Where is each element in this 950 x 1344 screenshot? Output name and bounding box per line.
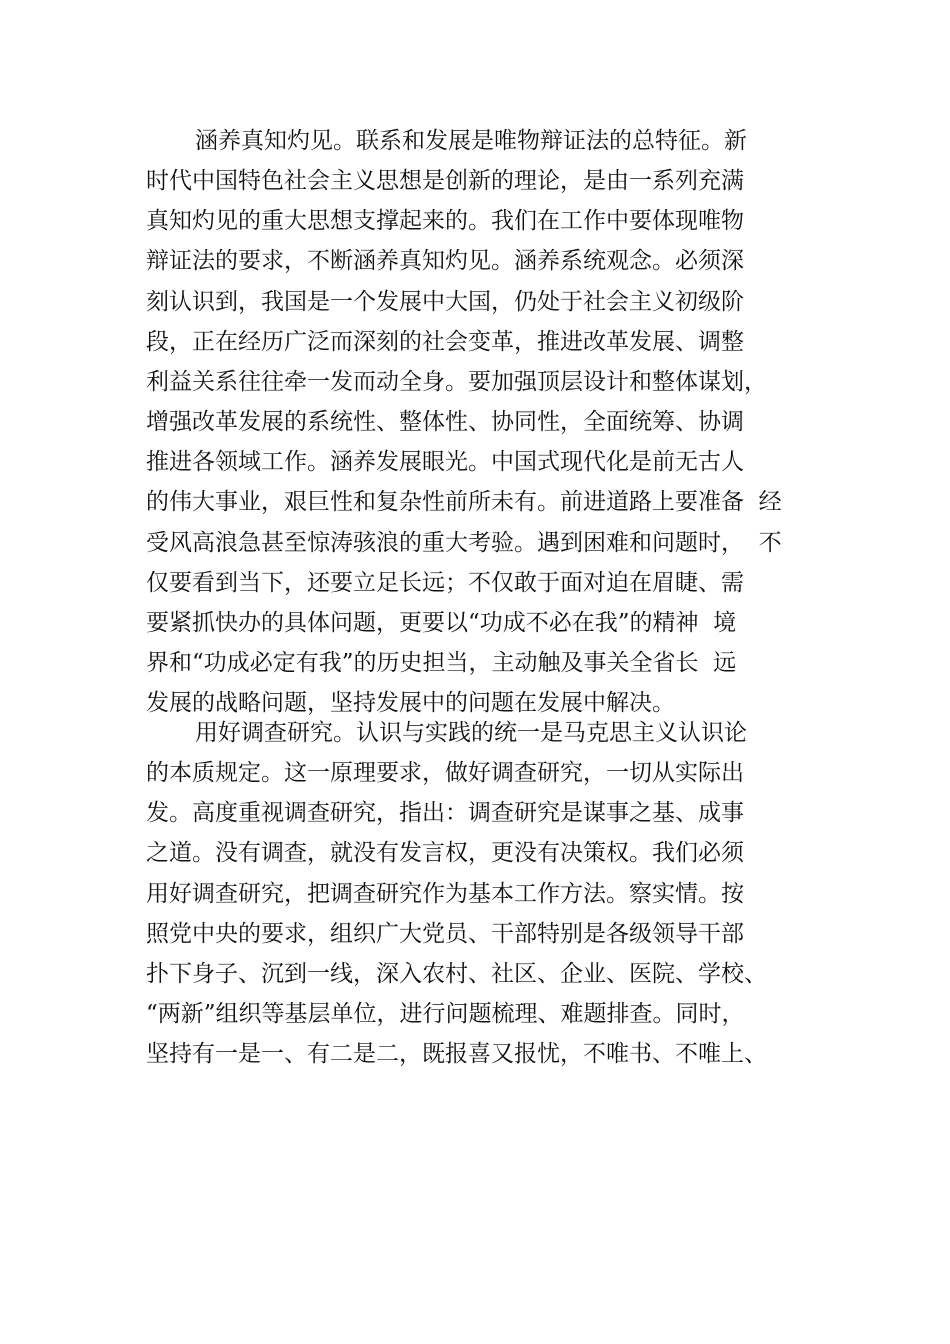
- text-line: 段，正在经历广泛而深刻的社会变革，推进改革发展、调整: [146, 328, 744, 355]
- text-line: 用好调查研究。认识与实践的统一是马克思主义认识论: [195, 720, 747, 746]
- text-line: 的本质规定。这一原理要求，做好调查研究，一切从实际出: [146, 760, 744, 787]
- text-line: 利益关系往往牵一发而动全身。要加强顶层设计和整体谋划，: [146, 368, 767, 395]
- text-line: “两新”组织等基层单位，进行问题梳理、难题排查。同时，: [146, 1001, 745, 1028]
- text-line: 仅要看到当下，还要立足长远；不仅敢于面对迫在眉睫、需: [146, 569, 744, 596]
- text-line: 发展的战略问题，坚持发展中的问题在发展中解决。: [146, 690, 675, 717]
- text-line: 涵养真知灼见。联系和发展是唯物辩证法的总特征。新: [195, 128, 747, 154]
- text-line: 的伟大事业，艰巨性和复杂性前所未有。前进道路上要准备 经: [146, 489, 782, 516]
- text-line: 照党中央的要求，组织广大党员、干部特别是各级领导干部: [146, 920, 744, 947]
- text-line: 界和“功成必定有我”的历史担当，主动触及事关全省长 远: [146, 649, 737, 676]
- text-line: 辩证法的要求，不断涵养真知灼见。涵养系统观念。必须深: [146, 248, 744, 275]
- text-line: 发。高度重视调查研究，指出：调查研究是谋事之基、成事: [146, 800, 744, 827]
- text-line: 扑下身子、沉到一线，深入农村、社区、企业、医院、学校、: [146, 960, 767, 987]
- text-line: 用好调查研究，把调查研究作为基本工作方法。察实情。按: [146, 880, 744, 907]
- text-line: 真知灼见的重大思想支撑起来的。我们在工作中要体现唯物: [146, 208, 744, 235]
- text-line: 要紧抓快办的具体问题，更要以“功成不必在我”的精神 境: [146, 609, 737, 636]
- text-line: 推进各领域工作。涵养发展眼光。中国式现代化是前无古人: [146, 449, 744, 476]
- text-line: 受风高浪急甚至惊涛骇浪的重大考验。遇到困难和问题时， 不: [146, 529, 782, 556]
- text-line: 时代中国特色社会主义思想是创新的理论，是由一系列充满: [146, 168, 744, 195]
- text-line: 之道。没有调查，就没有发言权，更没有决策权。我们必须: [146, 840, 744, 867]
- text-line: 刻认识到，我国是一个发展中大国，仍处于社会主义初级阶: [146, 288, 744, 315]
- text-line: 增强改革发展的系统性、整体性、协同性，全面统筹、协调: [146, 409, 744, 436]
- text-line: 坚持有一是一、有二是二，既报喜又报忧，不唯书、不唯上、: [146, 1041, 767, 1068]
